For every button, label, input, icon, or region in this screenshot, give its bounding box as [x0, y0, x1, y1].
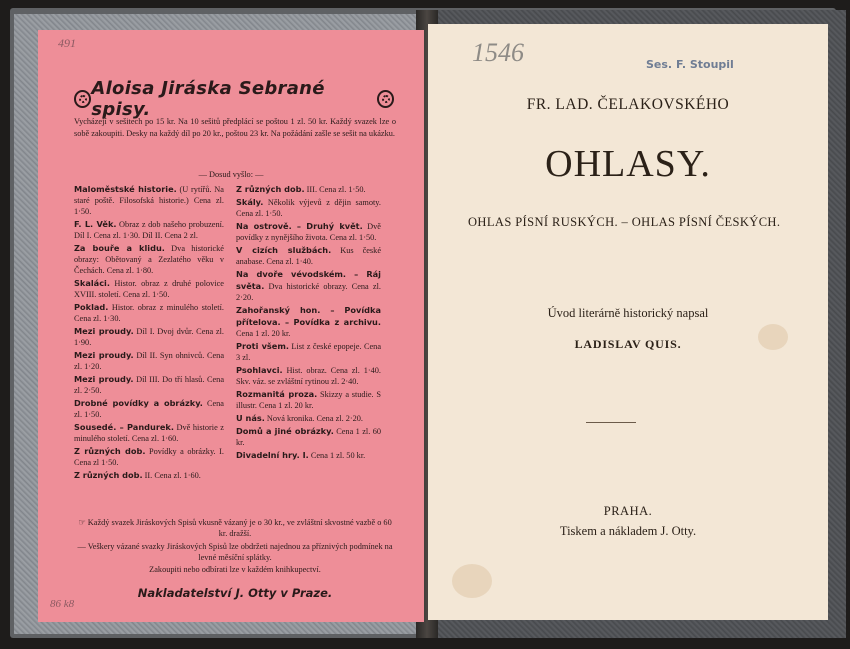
title-row — [74, 78, 394, 120]
series-title: Aloisa Jiráska Sebrané spisy. — [91, 78, 325, 120]
list-item: Na dvoře vévodském. – Ráj světa. Dva historické obrazy. Cena zl. 2·20. — [236, 269, 381, 302]
foxing-stain — [452, 564, 492, 598]
printer-line: Tiskem a nákladem J. Otty. — [559, 524, 697, 538]
list-item: Na ostrově. – Druhý květ. Dvě povídky z nynějšího života. Cena zl. 1·50. — [236, 221, 381, 242]
titles-column-right — [236, 184, 381, 463]
advertisement-page — [38, 30, 424, 622]
list-item: Z různých dob. Povídky a obrázky. I. Cena zl 1·50. — [74, 445, 224, 467]
owner-stamp: Ses. F. Stoupil — [646, 58, 734, 71]
list-item: Z různých dob. III. Cena zl. 1·50. — [236, 184, 366, 194]
list-item: Sousedé. – Pandurek. Dvě historie z minulého století. Cena zl. 1·60. — [74, 421, 224, 443]
list-item: U nás. Nová kronika. Cena zl. 2·20. — [236, 412, 363, 423]
publisher-line: Nakladatelství J. Otty v Praze. — [137, 586, 333, 600]
pencil-mark-bottom: 86 k8 — [50, 598, 75, 610]
list-item: F. L. Věk. Obraz z dob našeho probuzení. Díl I. Cena zl. 1·30. Díl II. Cena 2 zl. — [74, 218, 224, 240]
editor-name: LADISLAV QUIS. — [574, 337, 682, 351]
list-item: Domů a jiné obrázky. Cena 1 zl. 60 kr. — [236, 426, 381, 447]
series-intro: Vycházejí v sešitech po 15 kr. Na 10 sešitů předplácí se poštou 1 zl. 50 kr. Každý svazek lze o sobě zakoupiti. Desky na každý díl po 20 kr., poštou 23 kr. Na požádání zašle se sešit na ukázku. — [74, 117, 396, 138]
list-item: Skály. Několik výjevů z dějin samoty. Cena zl. 1·50. — [236, 197, 381, 218]
book-title: OHLASY. — [545, 143, 711, 185]
list-item: Mezi proudy. Díl I. Dvoj dvůr. Cena zl. 1·90. — [74, 325, 224, 347]
list-item: Psohlavci. Hist. obraz. Cena zl. 1·40. Skv. váz. se zvláštní rytinou zl. 2·40. — [236, 364, 381, 386]
list-item: Drobné povídky a obrázky. Cena zl. 1·50. — [74, 397, 224, 419]
list-item: Poklad. Histor. obraz z minulého století. Cena zl. 1·30. — [74, 301, 224, 323]
dash-icon: — — [77, 542, 88, 551]
list-item: Divadelní hry. I. Cena 1 zl. 50 kr. — [236, 450, 366, 460]
rosette-left-icon — [74, 90, 91, 108]
pencil-mark-top: 491 — [58, 36, 76, 50]
title-page — [428, 24, 828, 620]
list-item: Z různých dob. II. Cena zl. 1·60. — [74, 469, 201, 480]
book-subtitle: OHLAS PÍSNÍ RUSKÝCH. – OHLAS PÍSNÍ ČESKÝCH. — [468, 215, 781, 229]
note-installments: — Veškery vázané svazky Jiráskových Spisů lze obdržeti najednou za příznivých podmínek na levné měsíční splátky. — [77, 542, 393, 562]
list-item: Zahořanský hon. – Povídka přítelova. – Povídka z archivu. Cena 1 zl. 20 kr. — [236, 305, 381, 338]
list-item: Rozmanitá proza. Skizzy a studie. S illustr. Cena 1 zl. 20 kr. — [236, 388, 381, 410]
note-bookstores: Zakoupiti nebo odbírati lze v každém knihkupectví. — [149, 565, 321, 574]
list-item: Maloměstské historie. (U rytířů. Na staré poště. Filosofská historie.) Cena zl. 1·50. — [74, 184, 224, 216]
titles-column-left — [74, 184, 224, 483]
introduction-credit: Úvod literárně historický napsal — [547, 306, 709, 320]
publication-place: PRAHA. — [603, 504, 653, 518]
list-item: V cizích službách. Kus české anabase. Cena zl. 1·40. — [236, 245, 381, 266]
list-item: Mezi proudy. Díl II. Syn ohnivců. Cena zl. 1·20. — [74, 349, 224, 371]
list-item: Za bouře a klidu. Dva historické obrazy: Obětovaný a Zezlatého věku v Čechách. Cena zl. 1·80. — [74, 242, 224, 275]
list-item: Proti všem. List z české epopeje. Cena 3 zl. — [236, 340, 381, 362]
book-author: FR. LAD. ČELAKOVSKÉHO — [526, 96, 730, 113]
note-bound-editions: ☞ Každý svazek Jiráskových Spisů vkusně vázaný je o 30 kr., ve zvláštní skvostné vazbě o 60 kr. dražší. — [78, 518, 392, 538]
list-item: Skaláci. Histor. obraz z druhé polovice XVIII. století. Cena zl. 1·50. — [74, 277, 224, 299]
pointing-hand-icon: ☞ — [78, 518, 88, 527]
published-heading: — Dosud vyšlo: — — [198, 170, 264, 179]
rosette-right-icon — [377, 90, 394, 108]
pencil-shelf-mark: 1546 — [472, 38, 524, 67]
list-item: Mezi proudy. Díl III. Do tří hlasů. Cena zl. 2·50. — [74, 373, 225, 395]
divider-rule — [586, 422, 636, 423]
